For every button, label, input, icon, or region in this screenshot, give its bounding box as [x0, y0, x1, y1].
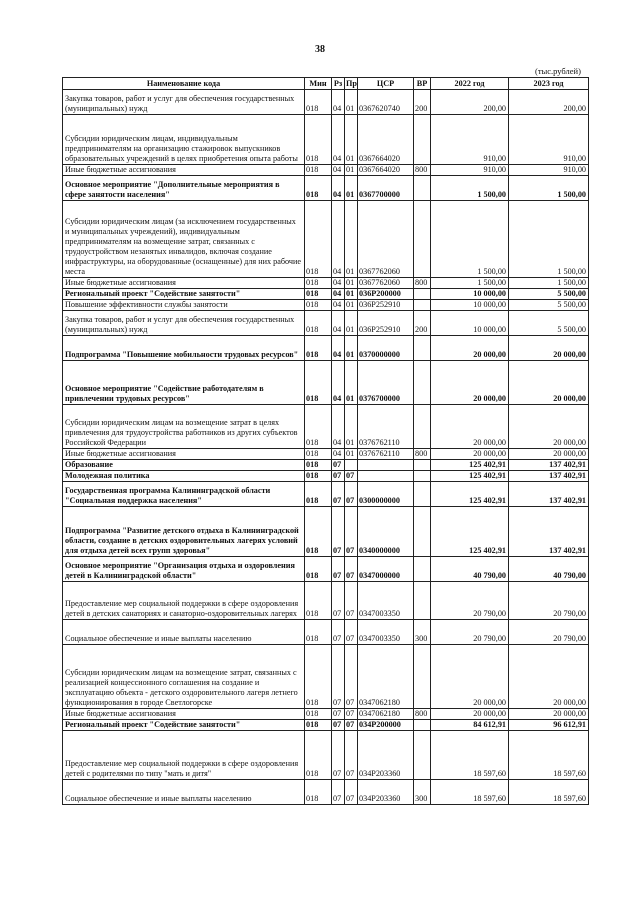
row-2023-cell: 137 402,91: [509, 471, 589, 482]
row-vr-cell: 300: [414, 620, 431, 645]
row-min-cell: 018: [305, 201, 332, 278]
row-2023-cell: 5 500,00: [509, 289, 589, 300]
table-row: [63, 620, 589, 645]
row-name-cell: Подпрограмма "Развитие детского отдыха в Калининградской области, создание в детских оздоровительных лагерях условий для отдыха детей всех групп здоровья": [63, 507, 305, 557]
row-2023-cell: 1 500,00: [509, 278, 589, 289]
row-name-cell: Иные бюджетные ассигнования: [63, 278, 305, 289]
budget-table: [62, 77, 589, 805]
row-2022-cell: 10 000,00: [431, 300, 509, 311]
row-vr-cell: [414, 720, 431, 731]
row-rz-cell: 07: [332, 620, 345, 645]
row-csr-cell: 0367664020: [358, 165, 414, 176]
row-2023-cell: 137 402,91: [509, 460, 589, 471]
row-vr-cell: [414, 557, 431, 582]
row-vr-cell: [414, 405, 431, 449]
row-rz-cell: 07: [332, 720, 345, 731]
table-row: [63, 201, 589, 278]
row-min-cell: 018: [305, 289, 332, 300]
row-name-cell: Субсидии юридическим лицам на возмещение затрат в целях привлечения для трудоустройства работников из других субъектов Российской Федерации: [63, 405, 305, 449]
row-pr-cell: 01: [345, 201, 358, 278]
row-2022-cell: 125 402,91: [431, 460, 509, 471]
row-csr-cell: 034P203360: [358, 780, 414, 805]
row-2022-cell: 20 790,00: [431, 620, 509, 645]
row-pr-cell: 01: [345, 90, 358, 115]
page-number: 38: [315, 44, 325, 55]
row-rz-cell: 04: [332, 201, 345, 278]
row-vr-cell: [414, 731, 431, 780]
row-min-cell: 018: [305, 557, 332, 582]
table-row: [63, 289, 589, 300]
row-rz-cell: 07: [332, 780, 345, 805]
header-name: Наименование кода: [63, 78, 305, 90]
row-name-cell: Основное мероприятие "Организация отдыха и оздоровления детей в Калининградской области": [63, 557, 305, 582]
row-vr-cell: [414, 361, 431, 405]
row-2023-cell: 40 790,00: [509, 557, 589, 582]
row-2023-cell: 910,00: [509, 165, 589, 176]
row-min-cell: 018: [305, 90, 332, 115]
row-name-cell: Предоставление мер социальной поддержки в сфере оздоровления детей с родителями по типу "мать и дитя": [63, 731, 305, 780]
row-2022-cell: 910,00: [431, 115, 509, 165]
table-row: [63, 471, 589, 482]
row-name-cell: Субсидии юридическим лицам (за исключением государственных и муниципальных учреждений), индивидуальным предпринимателям на возмещение затрат, связанных с трудоустройством незанятых инвалидов, включая создание инфраструктуры, на оборудованные (оснащенные) для них рабочие места: [63, 201, 305, 278]
row-csr-cell: 0347062180: [358, 709, 414, 720]
table-row: [63, 482, 589, 507]
row-2022-cell: 18 597,60: [431, 731, 509, 780]
row-min-cell: 018: [305, 115, 332, 165]
row-name-cell: Образование: [63, 460, 305, 471]
row-min-cell: 018: [305, 709, 332, 720]
row-2023-cell: 200,00: [509, 90, 589, 115]
row-2023-cell: 137 402,91: [509, 482, 589, 507]
header-2023: 2023 год: [509, 78, 589, 90]
row-name-cell: Иные бюджетные ассигнования: [63, 165, 305, 176]
row-2023-cell: 20 000,00: [509, 709, 589, 720]
row-name-cell: Закупка товаров, работ и услуг для обеспечения государственных (муниципальных) нужд: [63, 90, 305, 115]
table-row: [63, 449, 589, 460]
row-name-cell: Основное мероприятие "Дополнительные мероприятия в сфере занятости населения": [63, 176, 305, 201]
row-2023-cell: 1 500,00: [509, 176, 589, 201]
row-rz-cell: 07: [332, 482, 345, 507]
row-pr-cell: 07: [345, 507, 358, 557]
row-vr-cell: 300: [414, 780, 431, 805]
row-vr-cell: [414, 582, 431, 620]
row-min-cell: 018: [305, 482, 332, 507]
row-min-cell: 018: [305, 405, 332, 449]
row-min-cell: 018: [305, 460, 332, 471]
row-vr-cell: [414, 482, 431, 507]
row-name-cell: Повышение эффективности службы занятости: [63, 300, 305, 311]
row-pr-cell: 01: [345, 300, 358, 311]
row-csr-cell: 036P252910: [358, 311, 414, 336]
row-csr-cell: 0340000000: [358, 507, 414, 557]
row-2023-cell: 96 612,91: [509, 720, 589, 731]
row-rz-cell: 07: [332, 557, 345, 582]
row-2022-cell: 1 500,00: [431, 176, 509, 201]
row-pr-cell: [345, 460, 358, 471]
header-2022: 2022 год: [431, 78, 509, 90]
row-2023-cell: 20 000,00: [509, 405, 589, 449]
row-name-cell: Иные бюджетные ассигнования: [63, 709, 305, 720]
row-min-cell: 018: [305, 449, 332, 460]
row-csr-cell: 0367762060: [358, 278, 414, 289]
row-pr-cell: 07: [345, 620, 358, 645]
row-pr-cell: 07: [345, 582, 358, 620]
row-min-cell: 018: [305, 720, 332, 731]
row-2022-cell: 1 500,00: [431, 201, 509, 278]
table-row: [63, 582, 589, 620]
row-name-cell: Иные бюджетные ассигнования: [63, 449, 305, 460]
row-vr-cell: 200: [414, 90, 431, 115]
row-name-cell: Субсидии юридическим лицам, индивидуальным предпринимателям на организацию стажировок выпускников образовательных учреждений в целях приобретения опыта работы: [63, 115, 305, 165]
row-vr-cell: 200: [414, 311, 431, 336]
row-2023-cell: 5 500,00: [509, 300, 589, 311]
table-row: [63, 731, 589, 780]
row-csr-cell: 034P200000: [358, 720, 414, 731]
table-row: [63, 460, 589, 471]
row-pr-cell: 07: [345, 471, 358, 482]
row-2022-cell: 20 000,00: [431, 449, 509, 460]
row-min-cell: 018: [305, 311, 332, 336]
row-pr-cell: 07: [345, 557, 358, 582]
row-2023-cell: 5 500,00: [509, 311, 589, 336]
row-2022-cell: 20 790,00: [431, 582, 509, 620]
row-csr-cell: 0376700000: [358, 361, 414, 405]
row-csr-cell: 0347003350: [358, 582, 414, 620]
row-2023-cell: 20 000,00: [509, 645, 589, 709]
row-rz-cell: 07: [332, 731, 345, 780]
row-rz-cell: 04: [332, 165, 345, 176]
row-csr-cell: 0367762060: [358, 201, 414, 278]
table-body: [63, 90, 589, 805]
row-min-cell: 018: [305, 582, 332, 620]
row-pr-cell: 07: [345, 645, 358, 709]
row-pr-cell: 07: [345, 731, 358, 780]
table-row: [63, 709, 589, 720]
header-row: [63, 78, 589, 90]
row-2022-cell: 18 597,60: [431, 780, 509, 805]
row-rz-cell: 04: [332, 405, 345, 449]
row-2022-cell: 20 000,00: [431, 361, 509, 405]
row-min-cell: 018: [305, 731, 332, 780]
row-name-cell: Социальное обеспечение и иные выплаты населению: [63, 780, 305, 805]
row-name-cell: Государственная программа Калининградской области "Социальная поддержка населения": [63, 482, 305, 507]
row-2023-cell: 18 597,60: [509, 780, 589, 805]
row-vr-cell: [414, 201, 431, 278]
row-csr-cell: 0367664020: [358, 115, 414, 165]
row-2023-cell: 18 597,60: [509, 731, 589, 780]
row-rz-cell: 04: [332, 176, 345, 201]
table-row: [63, 780, 589, 805]
row-vr-cell: 800: [414, 709, 431, 720]
row-rz-cell: 04: [332, 449, 345, 460]
row-2022-cell: 125 402,91: [431, 471, 509, 482]
row-rz-cell: 07: [332, 471, 345, 482]
row-2023-cell: 20 790,00: [509, 620, 589, 645]
row-rz-cell: 04: [332, 361, 345, 405]
table-row: [63, 361, 589, 405]
row-2023-cell: 20 000,00: [509, 361, 589, 405]
row-pr-cell: 07: [345, 482, 358, 507]
header-vr: ВР: [414, 78, 431, 90]
row-2022-cell: 20 000,00: [431, 709, 509, 720]
row-2023-cell: 910,00: [509, 115, 589, 165]
row-csr-cell: [358, 471, 414, 482]
row-2023-cell: 20 790,00: [509, 582, 589, 620]
row-pr-cell: 01: [345, 278, 358, 289]
row-2023-cell: 1 500,00: [509, 201, 589, 278]
row-csr-cell: 0367620740: [358, 90, 414, 115]
row-vr-cell: [414, 300, 431, 311]
row-min-cell: 018: [305, 176, 332, 201]
row-2022-cell: 125 402,91: [431, 482, 509, 507]
row-2022-cell: 125 402,91: [431, 507, 509, 557]
row-rz-cell: 07: [332, 645, 345, 709]
row-vr-cell: [414, 471, 431, 482]
row-name-cell: Подпрограмма "Повышение мобильности трудовых ресурсов": [63, 336, 305, 361]
row-name-cell: Закупка товаров, работ и услуг для обеспечения государственных (муниципальных) нужд: [63, 311, 305, 336]
row-name-cell: Основное мероприятие "Содействие работодателям в привлечении трудовых ресурсов": [63, 361, 305, 405]
row-rz-cell: 07: [332, 507, 345, 557]
row-pr-cell: 01: [345, 405, 358, 449]
row-2022-cell: 20 000,00: [431, 405, 509, 449]
row-min-cell: 018: [305, 278, 332, 289]
row-min-cell: 018: [305, 336, 332, 361]
row-rz-cell: 04: [332, 311, 345, 336]
row-vr-cell: [414, 645, 431, 709]
row-name-cell: Субсидии юридическим лицам на возмещение затрат, связанных с реализацией концессионного соглашения на создание и эксплуатацию объекта - детского оздоровительного лагеря летнего функционирования в городе Светлогорске: [63, 645, 305, 709]
row-csr-cell: 0370000000: [358, 336, 414, 361]
row-csr-cell: 034P203360: [358, 731, 414, 780]
row-vr-cell: [414, 176, 431, 201]
row-pr-cell: 01: [345, 115, 358, 165]
row-2022-cell: 10 000,00: [431, 311, 509, 336]
table-row: [63, 90, 589, 115]
row-min-cell: 018: [305, 780, 332, 805]
row-csr-cell: 036P252910: [358, 300, 414, 311]
row-name-cell: Социальное обеспечение и иные выплаты населению: [63, 620, 305, 645]
table-row: [63, 507, 589, 557]
row-vr-cell: [414, 336, 431, 361]
table-row: [63, 176, 589, 201]
row-vr-cell: 800: [414, 449, 431, 460]
row-min-cell: 018: [305, 645, 332, 709]
row-rz-cell: 04: [332, 115, 345, 165]
row-pr-cell: 01: [345, 449, 358, 460]
row-pr-cell: 07: [345, 709, 358, 720]
row-min-cell: 018: [305, 361, 332, 405]
row-pr-cell: 01: [345, 336, 358, 361]
row-rz-cell: 04: [332, 278, 345, 289]
row-2022-cell: 10 000,00: [431, 289, 509, 300]
row-rz-cell: 07: [332, 709, 345, 720]
row-csr-cell: 0367700000: [358, 176, 414, 201]
row-csr-cell: 0347062180: [358, 645, 414, 709]
row-rz-cell: 04: [332, 336, 345, 361]
row-rz-cell: 04: [332, 90, 345, 115]
row-vr-cell: [414, 507, 431, 557]
row-name-cell: Региональный проект "Содействие занятости": [63, 289, 305, 300]
row-rz-cell: 07: [332, 582, 345, 620]
row-2023-cell: 137 402,91: [509, 507, 589, 557]
row-2022-cell: 20 000,00: [431, 336, 509, 361]
row-2022-cell: 1 500,00: [431, 278, 509, 289]
table-row: [63, 645, 589, 709]
row-rz-cell: 07: [332, 460, 345, 471]
table-row: [63, 278, 589, 289]
table-row: [63, 336, 589, 361]
row-name-cell: Региональный проект "Содействие занятости": [63, 720, 305, 731]
table-row: [63, 405, 589, 449]
row-csr-cell: 0347000000: [358, 557, 414, 582]
header-csr: ЦСР: [358, 78, 414, 90]
row-2023-cell: 20 000,00: [509, 449, 589, 460]
row-2022-cell: 910,00: [431, 165, 509, 176]
row-rz-cell: 04: [332, 289, 345, 300]
row-csr-cell: 0300000000: [358, 482, 414, 507]
table-row: [63, 720, 589, 731]
row-vr-cell: [414, 115, 431, 165]
row-min-cell: 018: [305, 471, 332, 482]
row-pr-cell: 01: [345, 311, 358, 336]
table-row: [63, 311, 589, 336]
header-pr: Пр: [346, 78, 357, 88]
row-name-cell: Молодежная политика: [63, 471, 305, 482]
table-row: [63, 115, 589, 165]
row-pr-cell: 07: [345, 720, 358, 731]
row-csr-cell: 0347003350: [358, 620, 414, 645]
row-vr-cell: 800: [414, 278, 431, 289]
row-rz-cell: 04: [332, 300, 345, 311]
row-pr-cell: 01: [345, 165, 358, 176]
row-2022-cell: 40 790,00: [431, 557, 509, 582]
row-pr-cell: 07: [345, 780, 358, 805]
row-name-cell: Предоставление мер социальной поддержки в сфере оздоровления детей в детских санаториях и санаторно-оздоровительных лагерях: [63, 582, 305, 620]
row-min-cell: 018: [305, 165, 332, 176]
row-csr-cell: [358, 460, 414, 471]
table-row: [63, 165, 589, 176]
row-min-cell: 018: [305, 620, 332, 645]
row-csr-cell: 036P200000: [358, 289, 414, 300]
units-label: (тыс.рублей): [535, 66, 581, 76]
row-2022-cell: 84 612,91: [431, 720, 509, 731]
header-rz: Рз: [332, 78, 345, 90]
row-vr-cell: 800: [414, 165, 431, 176]
row-csr-cell: 0376762110: [358, 449, 414, 460]
row-min-cell: 018: [305, 300, 332, 311]
row-csr-cell: 0376762110: [358, 405, 414, 449]
row-2023-cell: 20 000,00: [509, 336, 589, 361]
row-min-cell: 018: [305, 507, 332, 557]
row-pr-cell: 01: [345, 361, 358, 405]
table-row: [63, 300, 589, 311]
row-2022-cell: 200,00: [431, 90, 509, 115]
row-vr-cell: [414, 289, 431, 300]
row-vr-cell: [414, 460, 431, 471]
header-min: Мин: [305, 78, 332, 90]
row-pr-cell: 01: [345, 176, 358, 201]
row-2022-cell: 20 000,00: [431, 645, 509, 709]
table-row: [63, 557, 589, 582]
row-pr-cell: 01: [345, 289, 358, 300]
